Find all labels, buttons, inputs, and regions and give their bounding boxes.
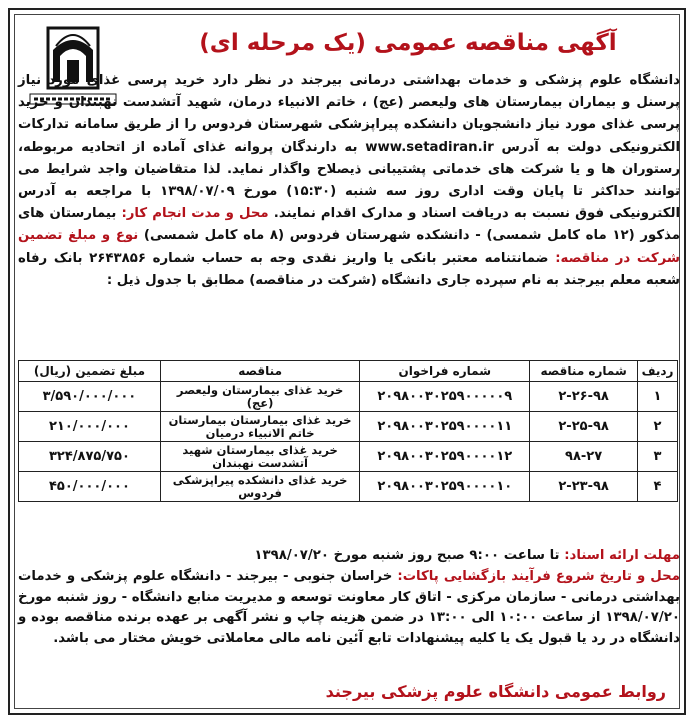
guarantee-text: ضمانتنامه معتبر بانکی یا واریز نقدی وجه به حساب شماره ۲۶۴۳۸۵۶ بانک رفاه شعبه معلم بیرجند به نام سپرده جاری دانشگاه (شرکت در مناقصه) مطابق با جدول ذیل : bbox=[18, 250, 680, 288]
call-number: ۲۰۹۸۰۰۳۰۲۵۹۰۰۰۰۱۱ bbox=[360, 412, 530, 442]
ad-body bbox=[18, 70, 680, 292]
tender-name: خرید غذای بیمارستان بیمارستان خاتم الانبیاء درمیان bbox=[160, 412, 359, 442]
row-number: ۲ bbox=[638, 412, 678, 442]
row-number: ۱ bbox=[638, 382, 678, 412]
row-number: ۴ bbox=[638, 472, 678, 502]
col-header-row-number: ردیف bbox=[638, 361, 678, 382]
call-number: ۲۰۹۸۰۰۳۰۲۵۹۰۰۰۰۰۹ bbox=[360, 382, 530, 412]
tender-number: ۹۸-۲۷ bbox=[530, 442, 638, 472]
opening-label: محل و تاریخ شروع فرآیند بازگشایی پاکات: bbox=[397, 568, 680, 584]
place-label: محل و مدت انجام کار: bbox=[121, 206, 269, 222]
col-header-guarantee-amount: مبلغ تضمین (ریال) bbox=[19, 361, 161, 382]
guarantee-amount: ۴۵۰/۰۰۰/۰۰۰ bbox=[19, 472, 161, 502]
opening-text: خراسان جنوبی - بیرجند - دانشگاه علوم پزشکی و خدمات بهداشتی درمانی - سازمان مرکزی - اتاق کار معاونت توسعه و مدیریت منابع دانشگاه - روز شنبه مورخ ۱۳۹۸/۰۷/۲۰ از ساعت ۱۰:۰۰ الی ۱۳:۰۰ در ضمن هزینه چاپ و نشر آگهی بر عهده برنده مناقصه بوده و دانشگاه در رد یا قبول یک یا کلیه پیشنهادات تابع آئین نامه مالی معاملاتی خویش مختار می باشد. bbox=[18, 568, 680, 647]
deadline-text: تا ساعت ۹:۰۰ صبح روز شنبه مورخ ۱۳۹۸/۰۷/۲۰ bbox=[254, 548, 560, 563]
tender-number: ۲-۲۶-۹۸ bbox=[530, 382, 638, 412]
guarantee-amount: ۲۱۰/۰۰۰/۰۰۰ bbox=[19, 412, 161, 442]
table-header-row bbox=[19, 361, 678, 382]
table-row bbox=[19, 472, 678, 502]
tender-name: خرید غذای دانشکده پیراپزشکی فردوس bbox=[160, 472, 359, 502]
table-row bbox=[19, 442, 678, 472]
opening-paragraph bbox=[18, 567, 680, 650]
ad-footer-text bbox=[18, 546, 680, 650]
deadline-label: مهلت ارائه اسناد: bbox=[564, 548, 680, 563]
table-row bbox=[19, 382, 678, 412]
tender-number: ۲-۲۵-۹۸ bbox=[530, 412, 638, 442]
intro-text-2: به دارندگان پروانه غذای آماده از اتحادیه مربوطه، رستوران ها و یا شرکت های خدماتی پشتیبانی ذیصلاح واگذار نماید. لذا متقاضیان واجد شرایط می توانند حداکثر تا پایان وقت اداری روز سه شنبه (۱۵:۳۰) مورخ ۱۳۹۸/۰۷/۰۹ با مراجعه به آدرس الکترونیکی فوق نسبت به دریافت اسناد و مدارک اقدام نمایند. bbox=[18, 139, 681, 222]
call-number: ۲۰۹۸۰۰۳۰۲۵۹۰۰۰۰۱۲ bbox=[360, 442, 530, 472]
table-row bbox=[19, 412, 678, 442]
col-header-tender: مناقصه bbox=[160, 361, 359, 382]
guarantee-amount: ۳۲۴/۸۷۵/۷۵۰ bbox=[19, 442, 161, 472]
publisher-signature: روابط عمومی دانشگاه علوم پزشکی بیرجند bbox=[325, 682, 666, 701]
website-link[interactable]: www.setadiran.ir bbox=[365, 139, 494, 155]
call-number: ۲۰۹۸۰۰۳۰۲۵۹۰۰۰۰۱۰ bbox=[360, 472, 530, 502]
guarantee-label: نوع و مبلغ تضمین شرکت در مناقصه: bbox=[18, 228, 680, 266]
row-number: ۳ bbox=[638, 442, 678, 472]
guarantee-amount: ۳/۵۹۰/۰۰۰/۰۰۰ bbox=[19, 382, 161, 412]
deadline-line bbox=[18, 546, 680, 567]
tender-number: ۲-۲۳-۹۸ bbox=[530, 472, 638, 502]
place-text: بیمارستان های مذکور (۱۲ ماه کامل شمسی) - دانشکده شهرستان فردوس (۸ ماه کامل شمسی) bbox=[18, 206, 681, 244]
col-header-tender-number: شماره مناقصه bbox=[530, 361, 638, 382]
tender-name: خرید غذای بیمارستان شهید آتشدست نهبندان bbox=[160, 442, 359, 472]
col-header-call-number: شماره فراخوان bbox=[360, 361, 530, 382]
intro-text: دانشگاه علوم پزشکی و خدمات بهداشتی درمانی بیرجند در نظر دارد خرید پرسی غذای مورد نیاز پرسنل و بیماران بیمارستان های ولیعصر (عج) ، خاتم الانبیاء درمان، شهید آتشدست نهبندان و خرید پرسی غذای مورد نیاز دانشجویان دانشکده پیراپزشکی شهرستان فردوس را از طریق سامانه تدارکات الکترونیکی دولت به آدرس bbox=[18, 73, 680, 155]
tender-name: خرید غذای بیمارستان ولیعصر (عج) bbox=[160, 382, 359, 412]
tender-table bbox=[18, 360, 678, 502]
ad-title: آگهی مناقصه عمومی (یک مرحله ای) bbox=[199, 30, 617, 56]
